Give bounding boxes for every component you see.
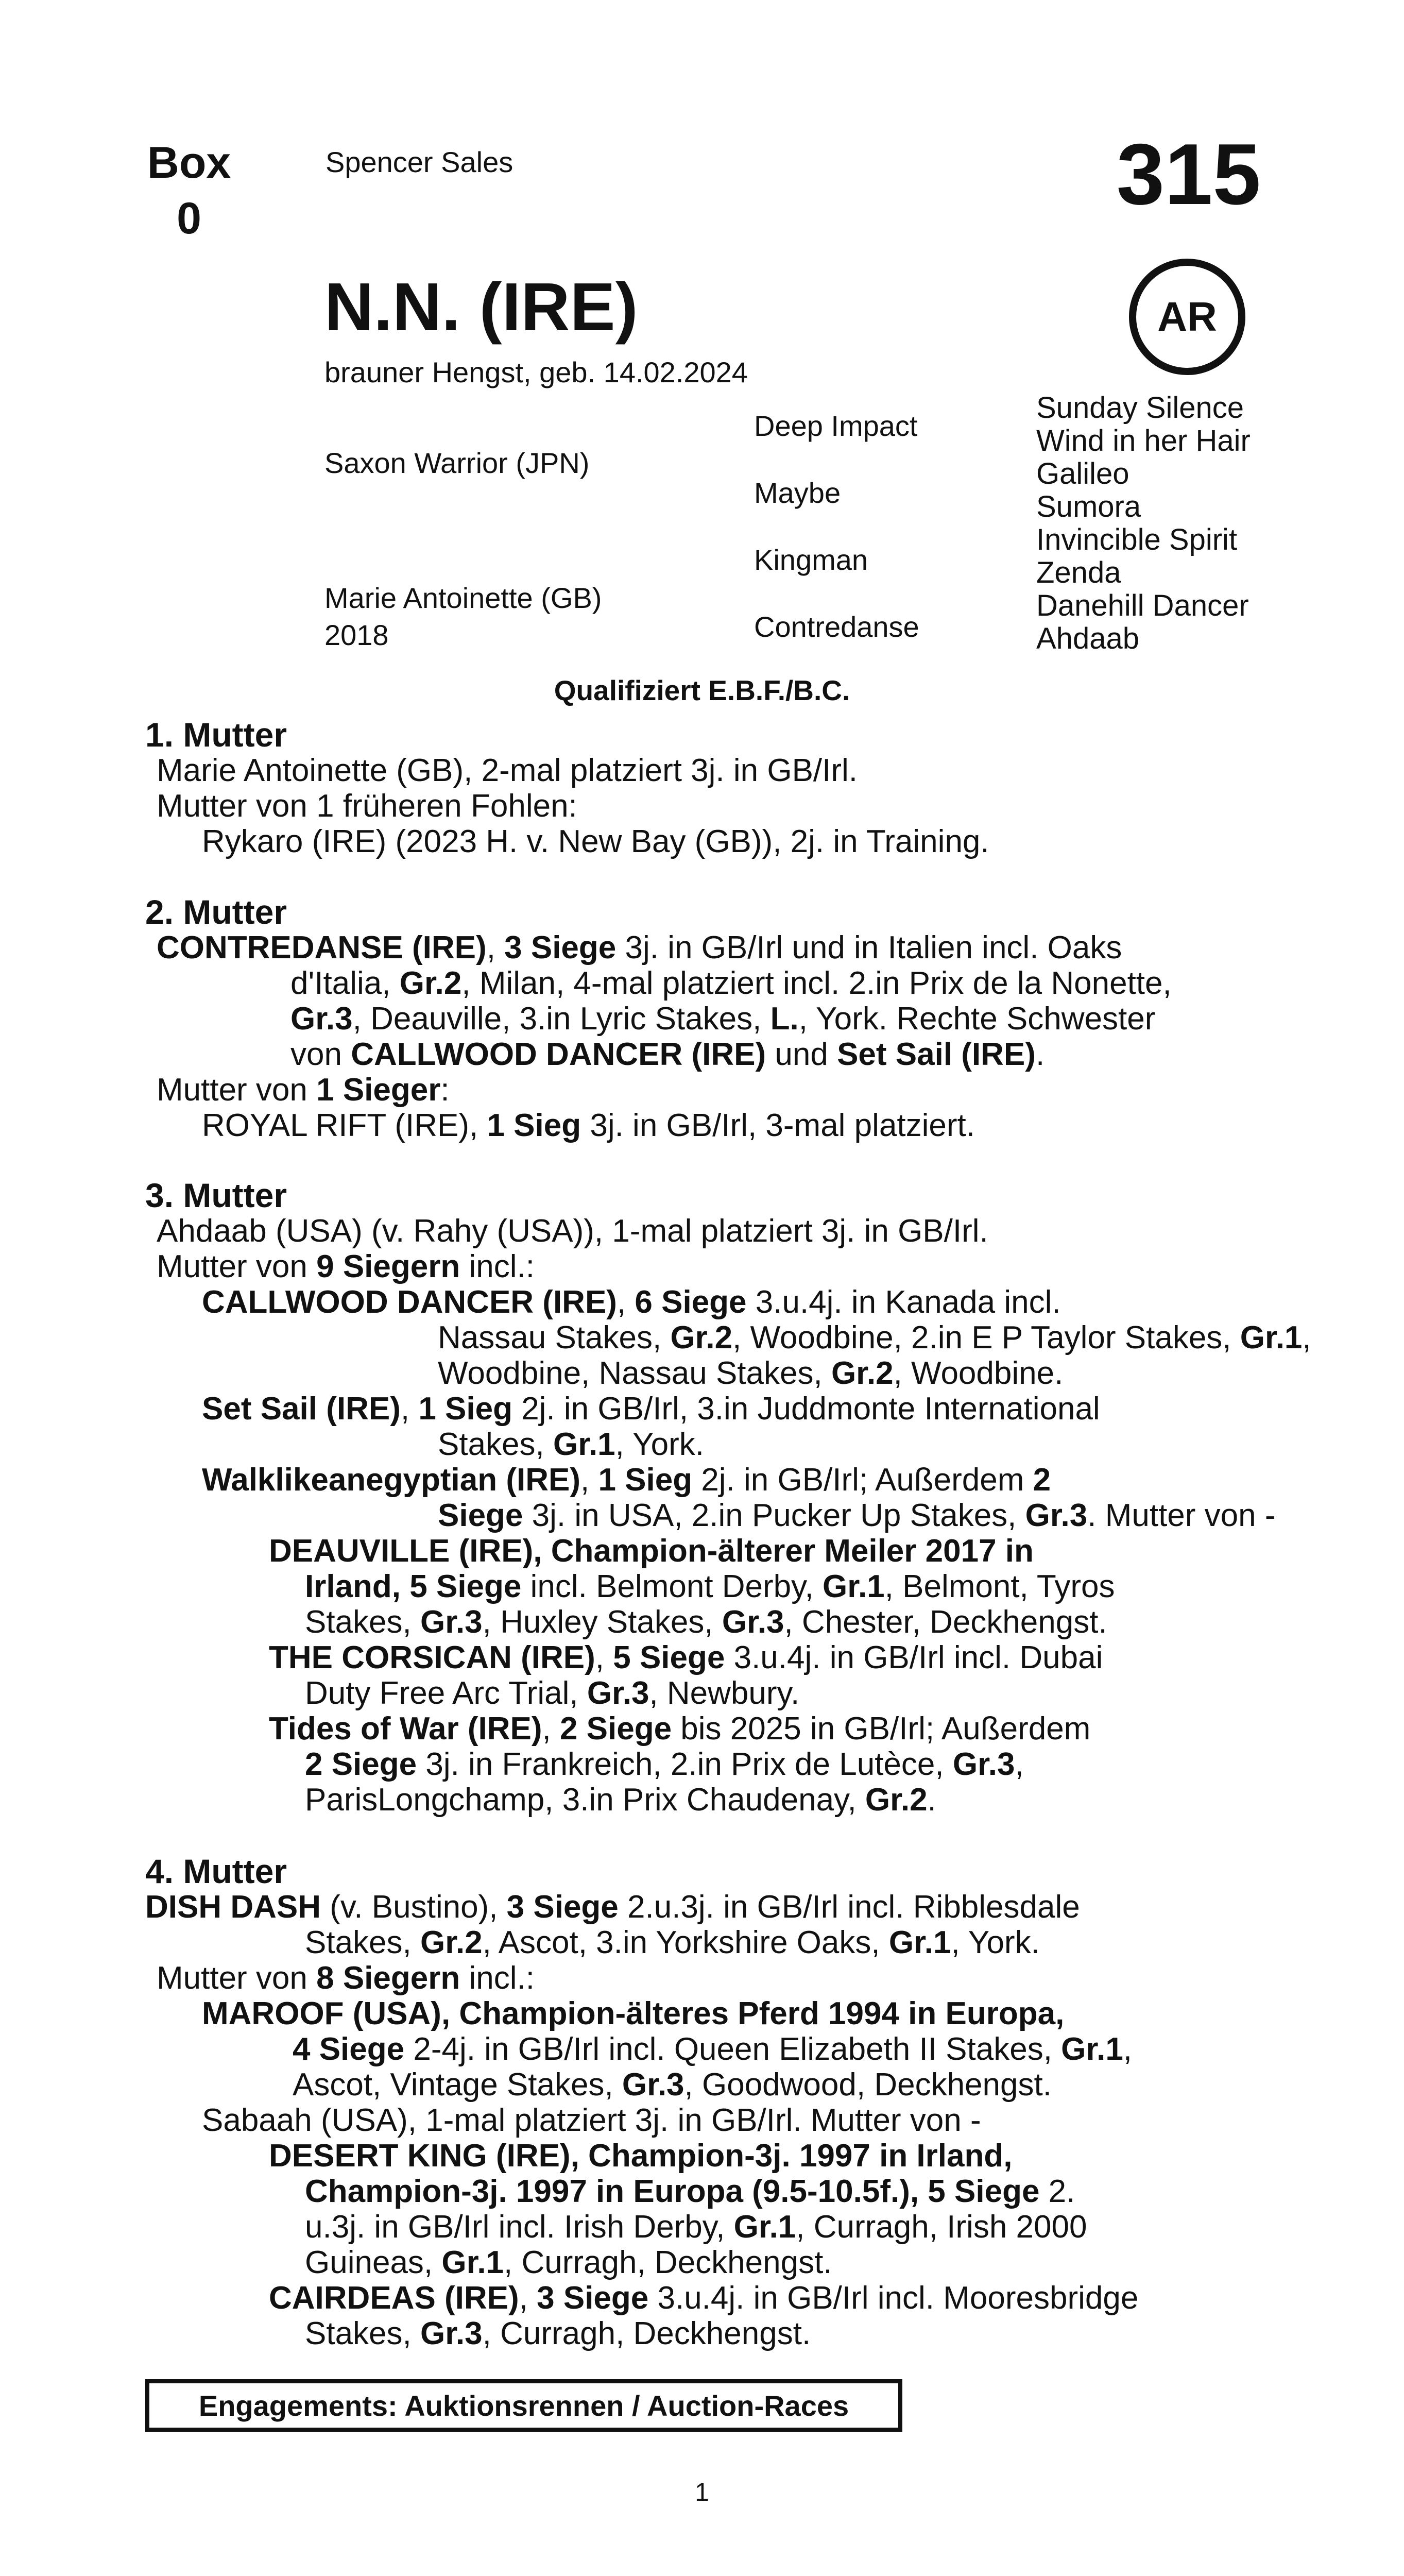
grade: Gr.1 [733, 2209, 796, 2245]
section-heading: 2. Mutter [145, 893, 287, 931]
text-line [145, 1747, 1263, 1782]
text: Guineas, [305, 2245, 442, 2280]
text-line [145, 2067, 1263, 2103]
text: , Ascot, 3.in Yorkshire Oaks, [482, 1925, 889, 1960]
text-line [145, 1037, 1263, 1072]
seller-name: Spencer Sales [326, 146, 513, 178]
text: , [533, 1533, 551, 1569]
champion-title: Irland, 5 Siege [305, 1569, 522, 1604]
champion-title: Champion-3j. 1997 in Irland, [588, 2138, 1013, 2174]
page-number: 1 [695, 2478, 709, 2506]
text-line [145, 1320, 1311, 1355]
section-heading: 4. Mutter [145, 1852, 287, 1890]
horse-name: DEAUVILLE (IRE) [269, 1533, 534, 1569]
grade: Gr.3 [722, 1604, 784, 1640]
text: von [290, 1037, 351, 1072]
text-line [145, 1462, 1263, 1498]
horse-name: Walklikeanegyptian (IRE) [202, 1462, 580, 1498]
text-line [145, 1108, 1263, 1143]
horse-name: Tides of War (IRE) [269, 1711, 542, 1747]
pedigree-sire: Saxon Warrior (JPN) [324, 447, 590, 479]
text: Mutter von [157, 1072, 317, 1108]
text: , Milan, 4-mal platziert incl. 2.in Prix de la Nonette, [461, 965, 1172, 1001]
horse-name: Set Sail (IRE) [837, 1037, 1036, 1072]
win-count: 5 Siege [613, 1640, 725, 1675]
text: , [542, 1711, 560, 1747]
horse-description: brauner Hengst, geb. 14.02.2024 [324, 356, 748, 388]
text-line [145, 1284, 1263, 1320]
text: 2-4j. in GB/Irl incl. Queen Elizabeth II Stakes, [404, 2031, 1061, 2067]
text: , [595, 1640, 613, 1675]
text: , York. Rechte Schwester [798, 1001, 1156, 1037]
text: 3j. in USA, 2.in Pucker Up Stakes, [523, 1498, 1025, 1533]
grade: Gr.3 [420, 2316, 483, 2351]
grade: Gr.1 [1061, 2031, 1123, 2067]
horse-name: DISH DASH [145, 1889, 321, 1925]
fourth-dam-section [145, 1854, 1263, 2351]
text-line [145, 1427, 1263, 1462]
section-heading: 3. Mutter [145, 1176, 287, 1214]
text-line [145, 2174, 1263, 2209]
gg-0: Sunday Silence [1036, 391, 1244, 425]
text: , Huxley Stakes, [482, 1604, 722, 1640]
text-line [145, 2280, 1263, 2316]
third-dam-section [145, 1176, 1311, 1818]
win-count: 4 Siege [293, 2031, 405, 2067]
text: u.3j. in GB/Irl incl. Irish Derby, [305, 2209, 734, 2245]
lot-number: 315 [1116, 126, 1261, 223]
win-count: 1 Sieger [316, 1072, 441, 1108]
text: , [441, 1996, 459, 2031]
grade: Gr.3 [420, 1604, 483, 1640]
text: Mutter von [157, 1960, 317, 1996]
text: bis 2025 in GB/Irl; Außerdem [672, 1711, 1091, 1747]
box-number: 0 [177, 194, 201, 243]
qualification: Qualifiziert E.B.F./B.C. [554, 674, 850, 706]
text: . Mutter von - [1087, 1498, 1276, 1533]
horse-name: Set Sail (IRE) [202, 1391, 401, 1427]
grade: Gr.1 [553, 1427, 615, 1462]
horse-name: CAIRDEAS (IRE) [269, 2280, 519, 2316]
gg-1: Wind in her Hair [1036, 424, 1251, 457]
grade: Gr.3 [290, 1001, 353, 1037]
text: , Goodwood, Deckhengst. [684, 2067, 1052, 2103]
grade: Gr.1 [823, 1569, 885, 1604]
pedigree-ggen [1036, 392, 1251, 655]
text: , Woodbine. [893, 1355, 1064, 1391]
text: 2.u.3j. in GB/Irl incl. Ribblesdale [618, 1889, 1080, 1925]
text: 3j. in Frankreich, 2.in Prix de Lutèce, [417, 1747, 953, 1782]
text-line [145, 1889, 1263, 1925]
text: und [766, 1037, 837, 1072]
text: Stakes, [305, 1604, 420, 1640]
text-line [145, 1996, 1263, 2031]
gg-2: Galileo [1036, 457, 1129, 490]
grade: Gr.2 [670, 1320, 733, 1355]
grade: L. [770, 1001, 799, 1037]
pedigree-sire-dam: Maybe [754, 477, 841, 509]
text: 3.u.4j. in GB/Irl incl. Dubai [725, 1640, 1103, 1675]
text: Nassau Stakes, [438, 1320, 671, 1355]
win-count: 3 Siege [537, 2280, 649, 2316]
text: incl.: [460, 1960, 535, 1996]
engagements-box [145, 2379, 902, 2432]
gg-5: Zenda [1036, 556, 1121, 589]
text-line [145, 1925, 1263, 1960]
text-line [145, 1604, 1263, 1640]
ar-badge [1129, 259, 1245, 375]
text: incl.: [460, 1249, 535, 1284]
text: incl. Belmont Derby, [521, 1569, 823, 1604]
pedigree-dam-sire: Kingman [754, 544, 868, 576]
text-line [145, 1640, 1263, 1675]
text-line [145, 1782, 1263, 1818]
text: Duty Free Arc Trial, [305, 1675, 587, 1711]
text-line [145, 2031, 1263, 2067]
text-line [145, 1569, 1263, 1604]
text: , Belmont, Tyros [884, 1569, 1115, 1604]
text: . [927, 1782, 936, 1818]
grade: Gr.2 [831, 1355, 894, 1391]
win-count: 1 Sieg [487, 1108, 581, 1143]
grade: Gr.1 [1240, 1320, 1303, 1355]
text: , [1015, 1747, 1024, 1782]
text-line [145, 1711, 1263, 1747]
text: , [400, 1391, 419, 1427]
grade: Gr.3 [952, 1747, 1015, 1782]
text: , [570, 2138, 589, 2174]
horse-name: N.N. (IRE) [324, 269, 638, 345]
text: , Chester, Deckhengst. [784, 1604, 1107, 1640]
text: 3.u.4j. in Kanada incl. [746, 1284, 1061, 1320]
champion-title: Champion-älteres Pferd 1994 in Europa, [459, 1996, 1065, 2031]
text: Ascot, Vintage Stakes, [293, 2067, 622, 2103]
text-line [145, 1391, 1263, 1427]
win-count: 9 Siegern [316, 1249, 460, 1284]
text-line: Ahdaab (USA) (v. Rahy (USA)), 1-mal platziert 3j. in GB/Irl. [157, 1213, 988, 1249]
text-line [145, 1533, 1263, 1569]
text-line [145, 1249, 1263, 1284]
text: , [1302, 1320, 1311, 1355]
text-line [145, 2245, 1263, 2280]
win-count: 6 Siege [635, 1284, 747, 1320]
text-line [145, 2209, 1263, 2245]
win-count: Siege [438, 1498, 523, 1533]
text: , [486, 930, 505, 965]
text: 3j. in GB/Irl und in Italien incl. Oaks [616, 930, 1122, 965]
text: Stakes, [305, 2316, 420, 2351]
champion-title: Champion-älterer Meiler 2017 in [551, 1533, 1034, 1569]
text: 3j. in GB/Irl, 3-mal platziert. [581, 1108, 975, 1143]
grade: Gr.1 [888, 1925, 951, 1960]
text: , Curragh, Irish 2000 [796, 2209, 1087, 2245]
text: Stakes, [305, 1925, 420, 1960]
text: , Curragh, Deckhengst. [504, 2245, 832, 2280]
grade: Gr.1 [441, 2245, 504, 2280]
win-count: 1 Sieg [418, 1391, 512, 1427]
win-count: 2 [1033, 1462, 1051, 1498]
gg-4: Invincible Spirit [1036, 523, 1238, 556]
horse-name: DESERT KING (IRE) [269, 2138, 571, 2174]
text: 2j. in GB/Irl, 3.in Juddmonte International [512, 1391, 1100, 1427]
section-heading: 1. Mutter [145, 716, 287, 754]
horse-name: CONTREDANSE (IRE) [157, 930, 487, 965]
pedigree-sire-sire: Deep Impact [754, 410, 918, 442]
first-dam-section [145, 717, 1263, 859]
horse-name: MAROOF (USA) [202, 1996, 441, 2031]
text: , [1123, 2031, 1133, 2067]
text: d'Italia, [290, 965, 400, 1001]
text: , Woodbine, 2.in E P Taylor Stakes, [732, 1320, 1240, 1355]
horse-name: THE CORSICAN (IRE) [269, 1640, 595, 1675]
text-line: Sabaah (USA), 1-mal platziert 3j. in GB/Irl. Mutter von - [202, 2103, 981, 2138]
text-line [145, 2138, 1263, 2174]
text-line: Rykaro (IRE) (2023 H. v. New Bay (GB)), 2j. in Training. [202, 824, 989, 859]
text: , [519, 2280, 537, 2316]
horse-name: CALLWOOD DANCER (IRE) [202, 1284, 617, 1320]
text-line [145, 930, 1263, 965]
text: 2j. in GB/Irl; Außerdem [692, 1462, 1033, 1498]
gg-7: Ahdaab [1036, 622, 1139, 655]
win-count: 3 Siege [506, 1889, 619, 1925]
pedigree-dam: Marie Antoinette (GB) [324, 582, 602, 614]
text-line [145, 1675, 1263, 1711]
pedigree-dam-dam: Contredanse [754, 611, 919, 643]
engagements-text: Engagements: Auktionsrennen / Auction-Races [198, 2389, 849, 2422]
text-line [145, 1001, 1263, 1037]
grade: Gr.2 [399, 965, 462, 1001]
horse-name: CALLWOOD DANCER (IRE) [351, 1037, 766, 1072]
text: Woodbine, Nassau Stakes, [438, 1355, 831, 1391]
pedigree-dam-year: 2018 [324, 619, 389, 651]
text: , York. [615, 1427, 704, 1462]
grade: Gr.2 [865, 1782, 928, 1818]
text-line [145, 965, 1263, 1001]
win-count: 2 Siege [305, 1747, 417, 1782]
text: ParisLongchamp, 3.in Prix Chaudenay, [305, 1782, 865, 1818]
text: 3.u.4j. in GB/Irl incl. Mooresbridge [648, 2280, 1139, 2316]
win-count: 8 Siegern [316, 1960, 460, 1996]
ar-badge-text: AR [1157, 294, 1217, 340]
text-line [145, 1960, 1263, 1996]
text: , Newbury. [649, 1675, 800, 1711]
text: , [580, 1462, 598, 1498]
text: , Curragh, Deckhengst. [482, 2316, 811, 2351]
box-label [145, 135, 233, 246]
text-line [145, 1498, 1276, 1533]
text-line [145, 2316, 1263, 2351]
gg-6: Danehill Dancer [1036, 589, 1249, 622]
grade: Gr.3 [622, 2067, 684, 2103]
win-count: 2 Siege [559, 1711, 672, 1747]
grade: Gr.3 [587, 1675, 649, 1711]
text: (v. Bustino), [321, 1889, 507, 1925]
win-count: 3 Siege [504, 930, 617, 965]
text-line: Mutter von 1 früheren Fohlen: [157, 788, 577, 824]
text-line [145, 1072, 1263, 1108]
win-count: 1 Sieg [598, 1462, 693, 1498]
grade: Gr.2 [420, 1925, 483, 1960]
box-title: Box [147, 138, 231, 188]
gg-3: Sumora [1036, 490, 1141, 523]
text: , York. [951, 1925, 1040, 1960]
second-dam-section [145, 894, 1263, 1143]
champion-title: Champion-3j. 1997 in Europa (9.5-10.5f.), 5 Siege [305, 2174, 1040, 2209]
text: , [617, 1284, 635, 1320]
text: , Deauville, 3.in Lyric Stakes, [352, 1001, 771, 1037]
text: 2. [1039, 2174, 1075, 2209]
grade: Gr.3 [1025, 1498, 1088, 1533]
text: : [440, 1072, 450, 1108]
text-line: Marie Antoinette (GB), 2-mal platziert 3j. in GB/Irl. [157, 753, 858, 788]
text: ROYAL RIFT (IRE), [202, 1108, 487, 1143]
text: Stakes, [438, 1427, 553, 1462]
text-line [145, 1355, 1263, 1391]
text: Mutter von [157, 1249, 317, 1284]
text: . [1035, 1037, 1045, 1072]
